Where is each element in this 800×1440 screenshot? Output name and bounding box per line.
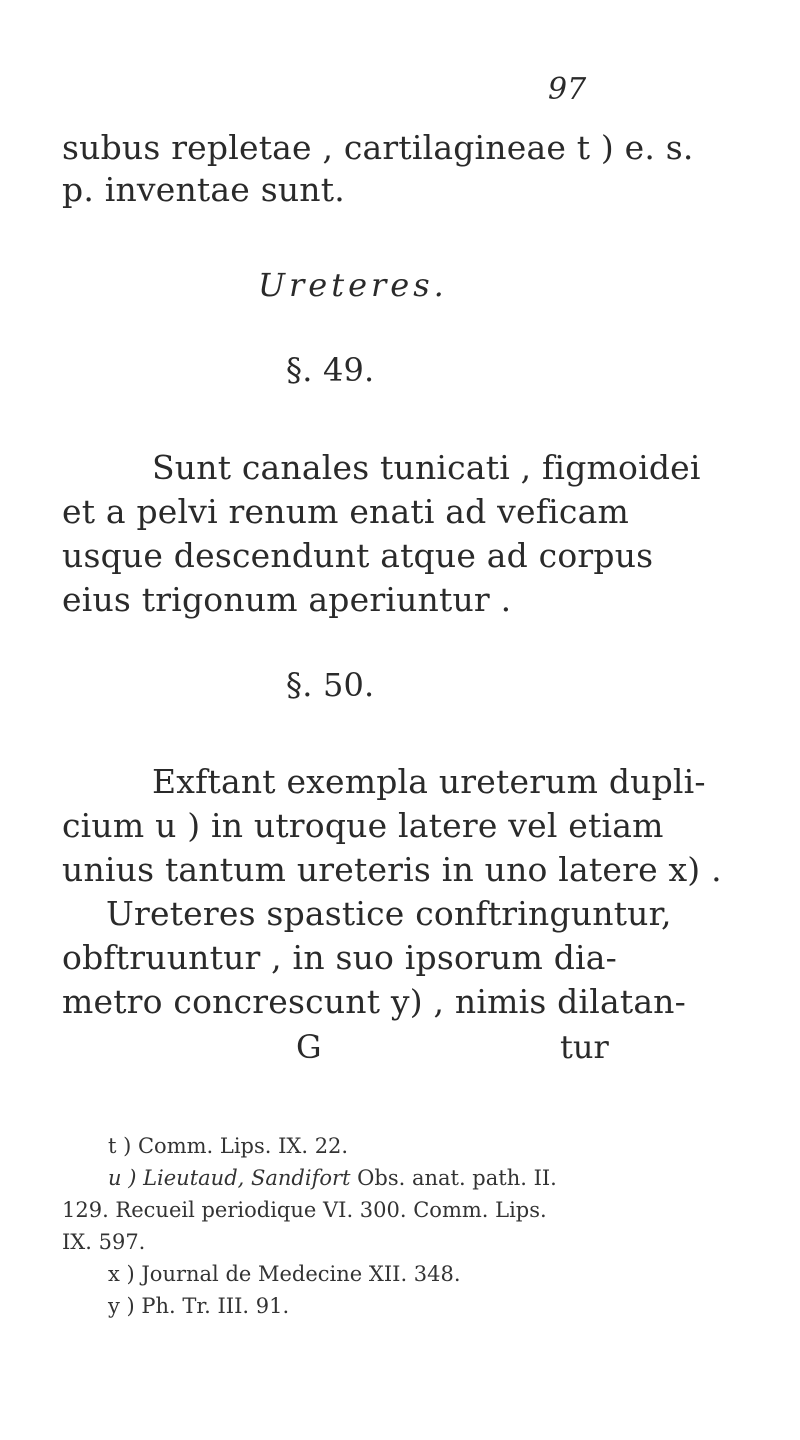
paragraph-line: usque descendunt atque ad corpus [62,536,654,575]
signature-mark: G [296,1028,322,1066]
paragraph-line: unius tantum ureteris in uno latere x) . [62,850,722,889]
footnote-y: y ) Ph. Tr. III. 91. [108,1294,290,1318]
paragraph-line: eius trigonum aperiuntur . [62,580,512,619]
footnote-t: t ) Comm. Lips. IX. 22. [108,1134,349,1158]
paragraph-line: Sunt canales tunicati , figmoidei [152,448,701,487]
paragraph-line: cium u ) in utroque latere vel etiam [62,806,664,845]
footnote-u-marker: u ) [108,1166,137,1190]
text-line: p. inventae sunt. [62,170,345,209]
paragraph-line: Exftant exempla ureterum dupli- [152,762,706,801]
page-number: 97 [548,72,587,107]
paragraph-line: obftruuntur , in suo ipsorum dia- [62,938,617,977]
text-line: subus repletae , cartilagineae t ) e. s. [62,128,694,167]
section-number: §. 50. [286,666,375,704]
footnote-u-rest: Obs. anat. path. II. [357,1166,557,1190]
footnote-u [108,1164,557,1192]
footnote-u-continuation: 129. Recueil periodique VI. 300. Comm. Lips. [62,1198,547,1222]
section-number: §. 49. [286,351,375,389]
catchword: tur [560,1028,609,1066]
footnote-u-continuation: IX. 597. [62,1230,146,1254]
section-heading: Ureteres. [258,266,448,304]
footnote-u-authors: Lieutaud, Sandifort [143,1166,351,1190]
paragraph-line: et a pelvi renum enati ad veficam [62,492,629,531]
footnote-x: x ) Journal de Medecine XII. 348. [108,1262,461,1286]
paragraph-line: Ureteres spastice conftringuntur, [106,894,672,933]
paragraph-line: metro concrescunt y) , nimis dilatan- [62,982,686,1021]
